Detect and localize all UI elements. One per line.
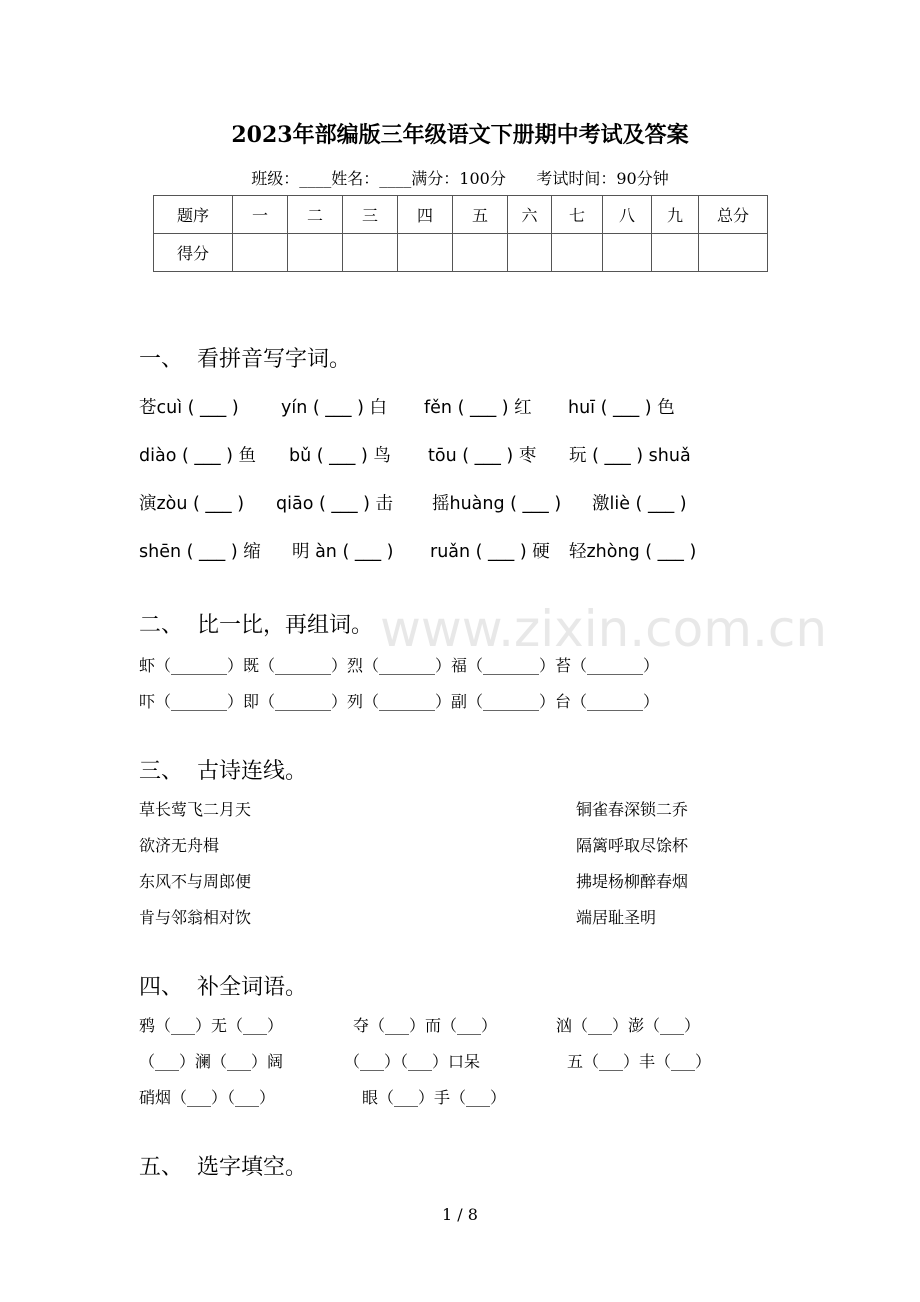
section-heading-2: 二、 比一比，再组词。 [139,613,373,638]
idiom-item: 硝烟（___）（___） [139,1088,276,1107]
section-heading-5: 五、 选字填空。 [139,1155,307,1180]
page-number: 1 / 8 [442,1205,478,1224]
pinyin-item: ruǎn ( ___ ) 硬 [430,542,550,562]
poem-left-line[interactable]: 肯与邻翁相对饮 [139,908,252,927]
score-cell[interactable] [603,234,652,272]
compare-line: 吓（_______）即（_______）列（_______）副（_______）台（_______） [139,692,660,711]
idiom-item: （___）澜（___）阔 [139,1052,284,1071]
score-cell[interactable] [288,234,343,272]
pinyin-item: tōu ( ___ ) 枣 [428,446,537,466]
score-table-header: 四 [398,196,453,234]
score-row-label: 得分 [154,234,233,272]
poem-right-line[interactable]: 拂堤杨柳醉春烟 [576,872,689,891]
score-cell[interactable] [343,234,398,272]
pinyin-item: 苍cuì ( ___ ) [139,398,239,418]
score-cell[interactable] [652,234,699,272]
idiom-item: 五（___）丰（___） [567,1052,712,1071]
score-cell[interactable] [398,234,453,272]
poem-right-line[interactable]: 铜雀春深锁二乔 [576,800,689,819]
score-table-header: 八 [603,196,652,234]
idiom-item: （___）（___）口呆 [344,1052,481,1071]
score-cell[interactable] [699,234,768,272]
section-heading-3: 三、 古诗连线。 [139,759,307,784]
idiom-item: 汹（___）澎（___） [556,1016,701,1035]
compare-line: 虾（_______）既（_______）烈（_______）福（_______）苔（_______） [139,656,660,675]
section-heading-1: 一、 看拼音写字词。 [139,347,351,372]
poem-right-line[interactable]: 隔篱呼取尽馀杯 [576,836,689,855]
pinyin-item: shēn ( ___ ) 缩 [139,542,261,562]
score-cell[interactable] [453,234,508,272]
poem-left-line[interactable]: 东风不与周郎便 [139,872,252,891]
score-table-header: 三 [343,196,398,234]
idiom-item: 眼（___）手（___） [362,1088,507,1107]
score-table [153,195,768,272]
pinyin-item: yín ( ___ ) 白 [281,398,387,418]
section-heading-4: 四、 补全词语。 [139,975,307,1000]
score-cell[interactable] [508,234,552,272]
pinyin-item: 演zòu ( ___ ) [139,494,245,514]
score-cell[interactable] [552,234,603,272]
score-table-header: 七 [552,196,603,234]
poem-left-line[interactable]: 欲济无舟楫 [139,836,220,855]
score-table-header: 六 [508,196,552,234]
poem-left-line[interactable]: 草长莺飞二月天 [139,800,252,819]
score-table-header: 二 [288,196,343,234]
idiom-item: 夺（___）而（___） [353,1016,498,1035]
score-table-header: 九 [652,196,699,234]
pinyin-item: 轻zhòng ( ___ ) [569,542,697,562]
pinyin-item: 玩 ( ___ ) shuǎ [569,446,691,466]
pinyin-item: qiāo ( ___ ) 击 [276,494,394,514]
pinyin-item: bǔ ( ___ ) 鸟 [289,446,391,466]
idiom-item: 鸦（___）无（___） [139,1016,284,1035]
pinyin-item: fěn ( ___ ) 红 [424,398,532,418]
pinyin-item: 激liè ( ___ ) [592,494,687,514]
pinyin-item: huī ( ___ ) 色 [568,398,675,418]
score-table-header: 一 [233,196,288,234]
pinyin-item: 明 àn ( ___ ) [292,542,394,562]
pinyin-item: 摇huàng ( ___ ) [432,494,562,514]
poem-right-line[interactable]: 端居耻圣明 [576,908,657,927]
page-title: 2023年部编版三年级语文下册期中考试及答案 [231,122,689,148]
score-table-score-row [154,234,768,272]
exam-info-line: 班级：____姓名：____满分：100分 考试时间：90分钟 [251,169,669,188]
score-table-header: 五 [453,196,508,234]
score-table-header: 总分 [699,196,768,234]
watermark: www.zixin.com.cn [380,600,828,658]
score-cell[interactable] [233,234,288,272]
score-table-header: 题序 [154,196,233,234]
pinyin-item: diào ( ___ ) 鱼 [139,446,257,466]
score-table-header-row [154,196,768,234]
